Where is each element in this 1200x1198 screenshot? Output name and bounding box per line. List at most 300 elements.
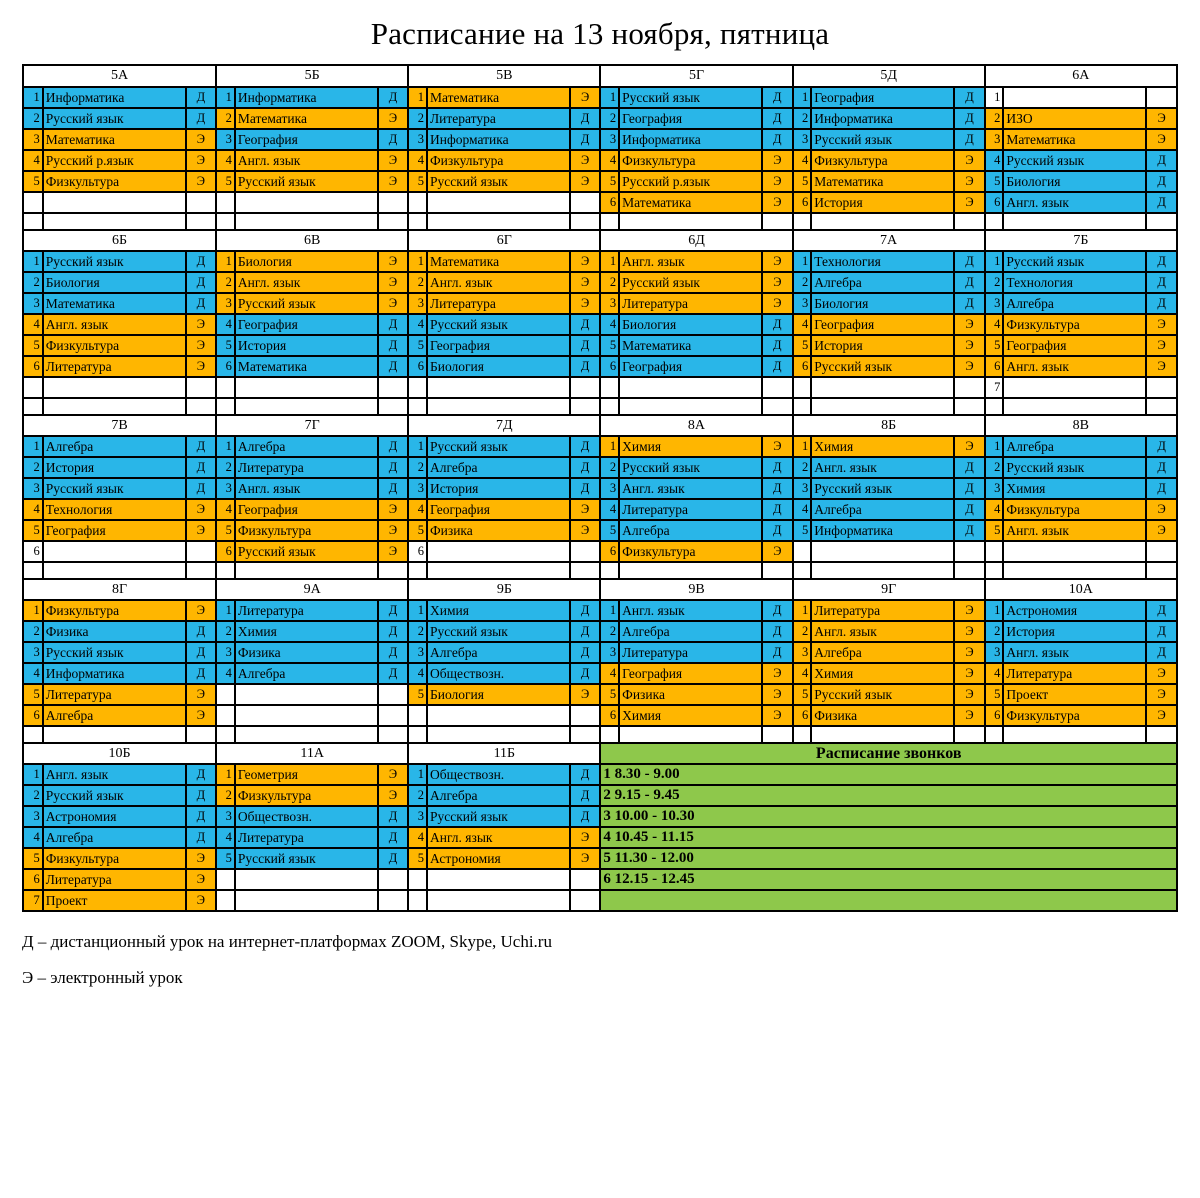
spacer-cell: [1146, 398, 1177, 415]
lesson-format-mark: Э: [570, 251, 601, 272]
lesson-subject: Русский язык: [619, 87, 762, 108]
lesson-format-mark: Д: [762, 457, 792, 478]
lesson-row: [24, 848, 1177, 869]
lesson-format-mark: Э: [762, 251, 792, 272]
lesson-number: 1: [216, 436, 235, 457]
lesson-number: 5: [600, 335, 619, 356]
lesson-subject: Химия: [811, 663, 954, 684]
spacer-cell: [24, 213, 43, 230]
spacer-cell: [793, 398, 812, 415]
lesson-number: 5: [793, 335, 812, 356]
lesson-subject: [811, 541, 954, 562]
class-name-header: 5А: [24, 66, 216, 87]
lesson-format-mark: [378, 377, 408, 398]
lesson-format-mark: Д: [954, 478, 984, 499]
lesson-number: 3: [408, 293, 427, 314]
spacer-cell: [427, 726, 570, 743]
lesson-number: 3: [985, 478, 1004, 499]
lesson-number: 5: [408, 171, 427, 192]
lesson-format-mark: Д: [570, 642, 601, 663]
lesson-number: 3: [600, 129, 619, 150]
lesson-format-mark: Д: [378, 642, 408, 663]
lesson-row: [24, 293, 1177, 314]
spacer-cell: [408, 213, 427, 230]
lesson-subject: Математика: [427, 251, 570, 272]
lesson-row: [24, 642, 1177, 663]
lesson-format-mark: Д: [570, 806, 601, 827]
lesson-format-mark: Д: [570, 600, 601, 621]
lesson-row: [24, 827, 1177, 848]
lesson-format-mark: Э: [570, 150, 601, 171]
spacer-cell: [954, 726, 984, 743]
lesson-subject: Математика: [43, 293, 186, 314]
lesson-number: 1: [216, 600, 235, 621]
lesson-subject: ИЗО: [1003, 108, 1146, 129]
lesson-format-mark: Э: [954, 621, 984, 642]
spacer-cell: [985, 398, 1004, 415]
spacer-cell: [600, 213, 619, 230]
lesson-subject: [235, 705, 378, 726]
class-name-header: 11Б: [408, 743, 600, 764]
lesson-number: 6: [600, 705, 619, 726]
lesson-format-mark: Д: [186, 806, 216, 827]
lesson-subject: Алгебра: [43, 827, 186, 848]
lesson-subject: Русский язык: [427, 806, 570, 827]
lesson-subject: Алгебра: [811, 642, 954, 663]
spacer-cell: [762, 398, 792, 415]
lesson-number: 1: [24, 600, 43, 621]
lesson-number: 1: [24, 87, 43, 108]
lesson-subject: Астрономия: [43, 806, 186, 827]
lesson-number: 1: [793, 436, 812, 457]
spacer-cell: [408, 726, 427, 743]
spacer-cell: [216, 726, 235, 743]
lesson-format-mark: Э: [186, 171, 216, 192]
lesson-number: 5: [24, 171, 43, 192]
lesson-format-mark: Э: [186, 335, 216, 356]
lesson-format-mark: [570, 541, 601, 562]
lesson-subject: Англ. язык: [1003, 356, 1146, 377]
lesson-format-mark: Э: [570, 272, 601, 293]
lesson-subject: Литература: [235, 457, 378, 478]
lesson-subject: Англ. язык: [43, 314, 186, 335]
lesson-subject: Русский язык: [1003, 251, 1146, 272]
lesson-row: [24, 87, 1177, 108]
class-name-header: 7Б: [985, 230, 1177, 251]
class-name-header: 6Б: [24, 230, 216, 251]
lesson-number: 2: [24, 272, 43, 293]
lesson-format-mark: Д: [378, 663, 408, 684]
lesson-number: 1: [408, 87, 427, 108]
lesson-subject: [43, 377, 186, 398]
spacer-cell: [43, 726, 186, 743]
spacer-cell: [600, 398, 619, 415]
lesson-subject: Литература: [427, 293, 570, 314]
lesson-format-mark: Д: [1146, 293, 1177, 314]
lesson-number: [793, 377, 812, 398]
lesson-number: [216, 684, 235, 705]
spacer-cell: [1146, 213, 1177, 230]
class-header-row: [24, 579, 1177, 600]
lesson-subject: Англ. язык: [811, 621, 954, 642]
lesson-format-mark: Д: [186, 457, 216, 478]
lesson-format-mark: Э: [378, 272, 408, 293]
page-title: Расписание на 13 ноября, пятница: [370, 16, 830, 51]
lesson-format-mark: Д: [186, 663, 216, 684]
lesson-subject: География: [619, 356, 762, 377]
lesson-number: 6: [24, 869, 43, 890]
schedule-grid: [22, 64, 1178, 912]
lesson-number: 1: [408, 600, 427, 621]
lesson-format-mark: Д: [954, 293, 984, 314]
spacer-cell: [619, 726, 762, 743]
lesson-format-mark: [570, 192, 601, 213]
lesson-number: 5: [985, 684, 1004, 705]
lesson-format-mark: Э: [954, 436, 984, 457]
spacer-cell: [954, 213, 984, 230]
lesson-number: 1: [600, 251, 619, 272]
spacer-cell: [216, 562, 235, 579]
spacer-cell: [378, 398, 408, 415]
lesson-number: 3: [24, 129, 43, 150]
lesson-subject: [1003, 377, 1146, 398]
bells-row: 4 10.45 - 11.15: [600, 827, 1177, 848]
lesson-format-mark: Э: [762, 436, 792, 457]
lesson-subject: Литература: [43, 356, 186, 377]
lesson-format-mark: Э: [954, 171, 984, 192]
lesson-number: 4: [793, 314, 812, 335]
lesson-format-mark: Э: [954, 684, 984, 705]
lesson-subject: [427, 890, 570, 911]
lesson-subject: Проект: [43, 890, 186, 911]
lesson-format-mark: [186, 192, 216, 213]
lesson-subject: Математика: [235, 356, 378, 377]
class-name-header: 5В: [408, 66, 600, 87]
lesson-format-mark: Д: [186, 764, 216, 785]
lesson-number: 2: [24, 457, 43, 478]
lesson-subject: Физкультура: [1003, 499, 1146, 520]
lesson-subject: Биология: [427, 684, 570, 705]
spacer-cell: [24, 726, 43, 743]
lesson-format-mark: Э: [1146, 663, 1177, 684]
spacer-cell: [600, 726, 619, 743]
lesson-number: 3: [216, 642, 235, 663]
lesson-format-mark: Э: [186, 129, 216, 150]
lesson-format-mark: Д: [186, 827, 216, 848]
spacer-cell: [216, 398, 235, 415]
lesson-number: 3: [793, 478, 812, 499]
lesson-format-mark: Д: [570, 314, 601, 335]
spacer-cell: [24, 562, 43, 579]
lesson-format-mark: Э: [378, 785, 408, 806]
lesson-subject: Информатика: [43, 87, 186, 108]
lesson-number: 6: [408, 356, 427, 377]
spacer-cell: [235, 562, 378, 579]
lesson-number: 4: [600, 663, 619, 684]
lesson-number: 3: [408, 642, 427, 663]
lesson-subject: [235, 377, 378, 398]
spacer-cell: [811, 562, 954, 579]
lesson-subject: Русский язык: [235, 293, 378, 314]
lesson-number: 1: [985, 436, 1004, 457]
lesson-format-mark: Д: [186, 621, 216, 642]
lesson-row: [24, 129, 1177, 150]
lesson-subject: Математика: [619, 192, 762, 213]
lesson-format-mark: Э: [1146, 684, 1177, 705]
class-name-header: 10Б: [24, 743, 216, 764]
lesson-number: [216, 192, 235, 213]
lesson-subject: География: [43, 520, 186, 541]
lesson-row: [24, 684, 1177, 705]
lesson-subject: Англ. язык: [235, 272, 378, 293]
lesson-subject: Физкультура: [811, 150, 954, 171]
lesson-number: 4: [600, 314, 619, 335]
lesson-format-mark: Э: [1146, 520, 1177, 541]
lesson-subject: [43, 192, 186, 213]
lesson-number: 3: [216, 478, 235, 499]
lesson-format-mark: Э: [954, 663, 984, 684]
lesson-number: 3: [216, 293, 235, 314]
spacer-cell: [762, 562, 792, 579]
lesson-format-mark: Д: [762, 499, 792, 520]
lesson-format-mark: Д: [378, 314, 408, 335]
class-name-header: 6Д: [600, 230, 792, 251]
lesson-format-mark: Д: [378, 478, 408, 499]
lesson-format-mark: Д: [570, 621, 601, 642]
block-spacer: [24, 726, 1177, 743]
lesson-subject: Физкультура: [235, 785, 378, 806]
lesson-number: 3: [600, 293, 619, 314]
lesson-subject: Русский язык: [43, 478, 186, 499]
lesson-number: [408, 705, 427, 726]
lesson-subject: Русский язык: [235, 848, 378, 869]
class-name-header: 7Д: [408, 415, 600, 436]
lesson-number: 3: [216, 806, 235, 827]
lesson-subject: Химия: [811, 436, 954, 457]
lesson-number: [24, 192, 43, 213]
lesson-number: 2: [408, 272, 427, 293]
lesson-format-mark: Э: [762, 541, 792, 562]
lesson-subject: Русский язык: [619, 272, 762, 293]
lesson-format-mark: Д: [762, 335, 792, 356]
lesson-subject: [235, 869, 378, 890]
lesson-number: 6: [600, 192, 619, 213]
lesson-subject: Информатика: [427, 129, 570, 150]
lesson-subject: Алгебра: [43, 436, 186, 457]
lesson-subject: [235, 890, 378, 911]
lesson-number: 1: [985, 251, 1004, 272]
lesson-number: 5: [408, 520, 427, 541]
lesson-format-mark: Э: [186, 705, 216, 726]
spacer-cell: [954, 398, 984, 415]
lesson-number: 2: [985, 621, 1004, 642]
lesson-subject: Англ. язык: [427, 272, 570, 293]
lesson-row: [24, 335, 1177, 356]
lesson-row: [24, 356, 1177, 377]
lesson-subject: Физика: [427, 520, 570, 541]
lesson-subject: Литература: [43, 869, 186, 890]
spacer-cell: [1146, 726, 1177, 743]
bells-row: 3 10.00 - 10.30: [600, 806, 1177, 827]
lesson-number: 6: [24, 356, 43, 377]
spacer-cell: [762, 726, 792, 743]
lesson-subject: Алгебра: [811, 499, 954, 520]
lesson-number: 1: [985, 600, 1004, 621]
lesson-format-mark: Д: [762, 642, 792, 663]
lesson-subject: Технология: [811, 251, 954, 272]
spacer-cell: [793, 726, 812, 743]
lesson-subject: Русский язык: [427, 621, 570, 642]
lesson-format-mark: Д: [762, 314, 792, 335]
lesson-number: 4: [216, 499, 235, 520]
lesson-format-mark: Д: [762, 600, 792, 621]
class-name-header: 9В: [600, 579, 792, 600]
lesson-subject: Математика: [43, 129, 186, 150]
lesson-format-mark: Э: [186, 499, 216, 520]
lesson-subject: [43, 541, 186, 562]
lesson-number: 4: [24, 827, 43, 848]
lesson-subject: Алгебра: [427, 785, 570, 806]
lesson-format-mark: Д: [186, 478, 216, 499]
lesson-number: 5: [600, 171, 619, 192]
lesson-number: 1: [216, 764, 235, 785]
lesson-number: 5: [216, 335, 235, 356]
lesson-number: 4: [600, 150, 619, 171]
lesson-subject: Астрономия: [427, 848, 570, 869]
lesson-subject: Геометрия: [235, 764, 378, 785]
lesson-number: 5: [600, 520, 619, 541]
lesson-format-mark: Э: [1146, 356, 1177, 377]
lesson-subject: Физкультура: [619, 541, 762, 562]
lesson-row: [24, 436, 1177, 457]
lesson-number: 1: [24, 251, 43, 272]
lesson-subject: Русский язык: [235, 541, 378, 562]
lesson-number: 3: [24, 293, 43, 314]
lesson-format-mark: Д: [186, 293, 216, 314]
lesson-format-mark: [1146, 541, 1177, 562]
lesson-format-mark: Э: [378, 171, 408, 192]
lesson-subject: Биология: [1003, 171, 1146, 192]
class-name-header: 8А: [600, 415, 792, 436]
lesson-number: 3: [408, 806, 427, 827]
lesson-format-mark: Э: [1146, 108, 1177, 129]
spacer-cell: [1003, 726, 1146, 743]
lesson-format-mark: Д: [1146, 171, 1177, 192]
lesson-number: 2: [408, 457, 427, 478]
lesson-row: [24, 785, 1177, 806]
lesson-subject: Русский язык: [427, 171, 570, 192]
lesson-format-mark: Э: [186, 314, 216, 335]
lesson-number: 5: [216, 171, 235, 192]
lesson-subject: Русский язык: [235, 171, 378, 192]
lesson-format-mark: Э: [570, 848, 601, 869]
lesson-row: [24, 314, 1177, 335]
class-name-header: 7Г: [216, 415, 408, 436]
lesson-number: 2: [24, 785, 43, 806]
lesson-number: 4: [24, 314, 43, 335]
block-spacer: [24, 562, 1177, 579]
lesson-number: 5: [24, 848, 43, 869]
lesson-subject: Литература: [1003, 663, 1146, 684]
lesson-subject: Математика: [619, 335, 762, 356]
lesson-number: 3: [985, 129, 1004, 150]
lesson-row: [24, 108, 1177, 129]
lesson-format-mark: Э: [954, 705, 984, 726]
lesson-format-mark: Д: [954, 108, 984, 129]
class-name-header: 5Г: [600, 66, 792, 87]
lesson-subject: Физкультура: [43, 171, 186, 192]
lesson-format-mark: Д: [762, 87, 792, 108]
lesson-subject: Физкультура: [43, 335, 186, 356]
lesson-format-mark: Э: [762, 663, 792, 684]
lesson-format-mark: Д: [378, 335, 408, 356]
spacer-cell: [793, 562, 812, 579]
lesson-subject: Алгебра: [619, 621, 762, 642]
lesson-number: 4: [985, 314, 1004, 335]
lesson-format-mark: Э: [762, 171, 792, 192]
lesson-format-mark: Д: [570, 478, 601, 499]
lesson-subject: География: [427, 335, 570, 356]
lesson-format-mark: Д: [570, 108, 601, 129]
lesson-subject: Литература: [619, 293, 762, 314]
lesson-number: 4: [216, 827, 235, 848]
lesson-subject: Астрономия: [1003, 600, 1146, 621]
spacer-cell: [427, 213, 570, 230]
lesson-subject: Алгебра: [619, 520, 762, 541]
spacer-cell: [954, 562, 984, 579]
lesson-subject: [235, 684, 378, 705]
lesson-number: 5: [24, 335, 43, 356]
lesson-row: [24, 272, 1177, 293]
lesson-number: [216, 869, 235, 890]
lesson-format-mark: [378, 705, 408, 726]
lesson-subject: Биология: [619, 314, 762, 335]
spacer-cell: [378, 213, 408, 230]
lesson-subject: Русский р.язык: [43, 150, 186, 171]
lesson-row: [24, 457, 1177, 478]
lesson-number: [216, 705, 235, 726]
lesson-number: 2: [408, 621, 427, 642]
class-name-header: 5Д: [793, 66, 985, 87]
spacer-cell: [378, 562, 408, 579]
lesson-number: 2: [600, 108, 619, 129]
lesson-number: 1: [985, 87, 1004, 108]
lesson-subject: Англ. язык: [235, 478, 378, 499]
lesson-number: 1: [408, 251, 427, 272]
lesson-subject: Русский язык: [1003, 457, 1146, 478]
lesson-number: 4: [793, 663, 812, 684]
class-name-header: 11А: [216, 743, 408, 764]
lesson-number: 6: [408, 541, 427, 562]
lesson-number: 2: [985, 457, 1004, 478]
spacer-cell: [186, 726, 216, 743]
lesson-number: [216, 890, 235, 911]
lesson-subject: [619, 377, 762, 398]
spacer-cell: [1003, 398, 1146, 415]
lesson-format-mark: Э: [954, 192, 984, 213]
lesson-number: 6: [985, 356, 1004, 377]
lesson-number: 6: [793, 192, 812, 213]
lesson-format-mark: Д: [1146, 251, 1177, 272]
class-name-header: 9А: [216, 579, 408, 600]
lesson-subject: Алгебра: [43, 705, 186, 726]
lesson-format-mark: [762, 377, 792, 398]
spacer-cell: [985, 726, 1004, 743]
lesson-format-mark: Э: [378, 499, 408, 520]
lesson-number: 1: [600, 87, 619, 108]
lesson-format-mark: Д: [954, 457, 984, 478]
lesson-subject: Русский язык: [43, 251, 186, 272]
